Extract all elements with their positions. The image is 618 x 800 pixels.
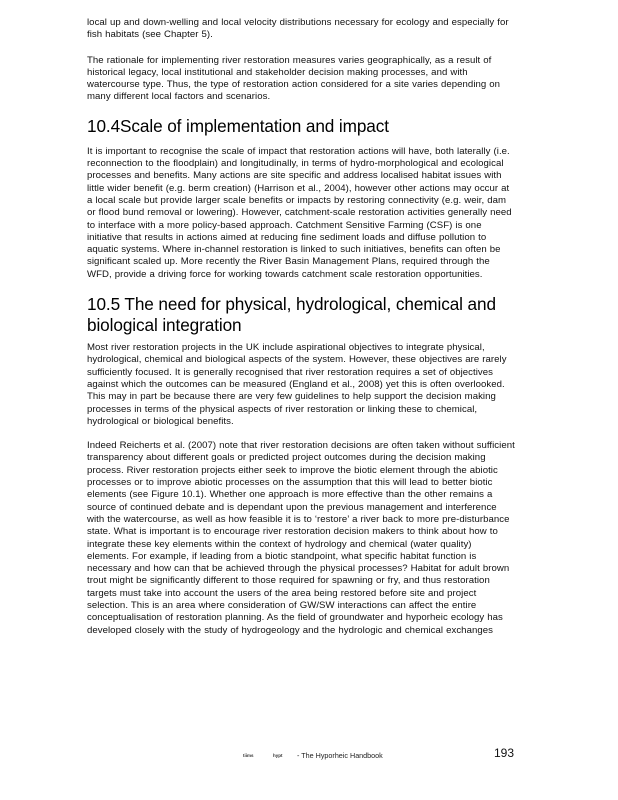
page-number: 193	[494, 746, 515, 760]
body-paragraph: local up and down-welling and local velocity distributions necessary for ecology and especially for fish habitats (see Chapter 5).	[87, 17, 509, 41]
body-paragraph: It is important to recognise the scale of impact that restoration actions will have, both laterally (i.e. reconnection to the floodplain) and longitudinally, in terms of hydro-morphological and ecological processes and benefits. Many actions are site specific and address localised habitat issues with little wider benefit (e.g. berm creation) (Harrison et al., 2004), however other actions may occur at a local scale but provide larger scale benefits or impacts by restoring connectivity (e.g. weir, dam or flood bund removal or lowering). However, catchment-scale restoration activities generally need to interface with a more policy-based approach. Catchment Sensitive Farming (CSF) is one initiative that results in actions aimed at reducing fine sediment loads and diffuse pollution to aquatic systems. Where in-channel restoration is linked to such initiatives, benefits can often be significant scaled up. More recently the River Basin Management Plans, required through the WFD, provide a driving force for working towards catchment scale restoration opportunities.	[87, 145, 512, 280]
section-heading-10-5: 10.5 The need for physical, hydrological, chemical and biological integration	[87, 294, 496, 336]
page-footer	[87, 745, 515, 765]
body-paragraph: Most river restoration projects in the UK include aspirational objectives to integrate physical, hydrological, chemical and biological aspects of the system. However, these objectives are rarely sufficiently focused. It is generally recognised that river restoration requires a set of objectives against which the outcomes can be measured (England et al., 2008) yet this is often overlooked. This may in part be because there are very few guidelines to help support the decision making processes in terms of the physical aspects of river restoration or linking these to chemical, hydrological or biological benefits.	[87, 342, 507, 427]
footer-title: - The Hyporheic Handbook	[297, 751, 383, 760]
page-content	[87, 17, 515, 637]
body-paragraph: The rationale for implementing river restoration measures varies geographically, as a result of historical legacy, local institutional and stakeholder decision making processes, and with watercourse type. Thus, the type of restoration action considered for a site varies depending on many different local factors and scenarios.	[87, 54, 501, 103]
partner-logo: hypt	[273, 753, 283, 758]
section-heading-10-4: 10.4Scale of implementation and impact	[87, 115, 389, 136]
body-paragraph: Indeed Reicherts et al. (2007) note that river restoration decisions are often taken without sufficient transparency about different goals or predicted project outcomes during the decision making process. River restoration projects either seek to improve the biotic element through the abiotic processes or to improve abiotic processes on the assumption that this will lead to better biotic elements (see Figure 10.1). Whether one approach is more effective than the other remains a source of continued debate and is dependant upon the previous management and interference with the watercourse, as well as how feasible it is to ‘restore’ a river back to more pre-disturbance state. What is important is to encourage river restoration decision makers to think about how to integrate these key elements within the context of hydrology and chemical (water quality) elements. For example, if leading from a biotic standpoint, what specific habitat function is necessary and how can that be achieved through the physical processes? Habitat for adult brown trout might be significantly different to those required for spawning or fry, and thus restoration targets must take into account the users of the area being restored before site and project selection. This is an area where consideration of GW/SW interactions can affect the entire conceptualisation of restoration planning. As the field of groundwater and hyporheic ecology has developed closely with the study of hydrogeology and the hydrologic and chemical exchanges	[87, 440, 515, 636]
publisher-logo: tiims	[243, 753, 254, 758]
